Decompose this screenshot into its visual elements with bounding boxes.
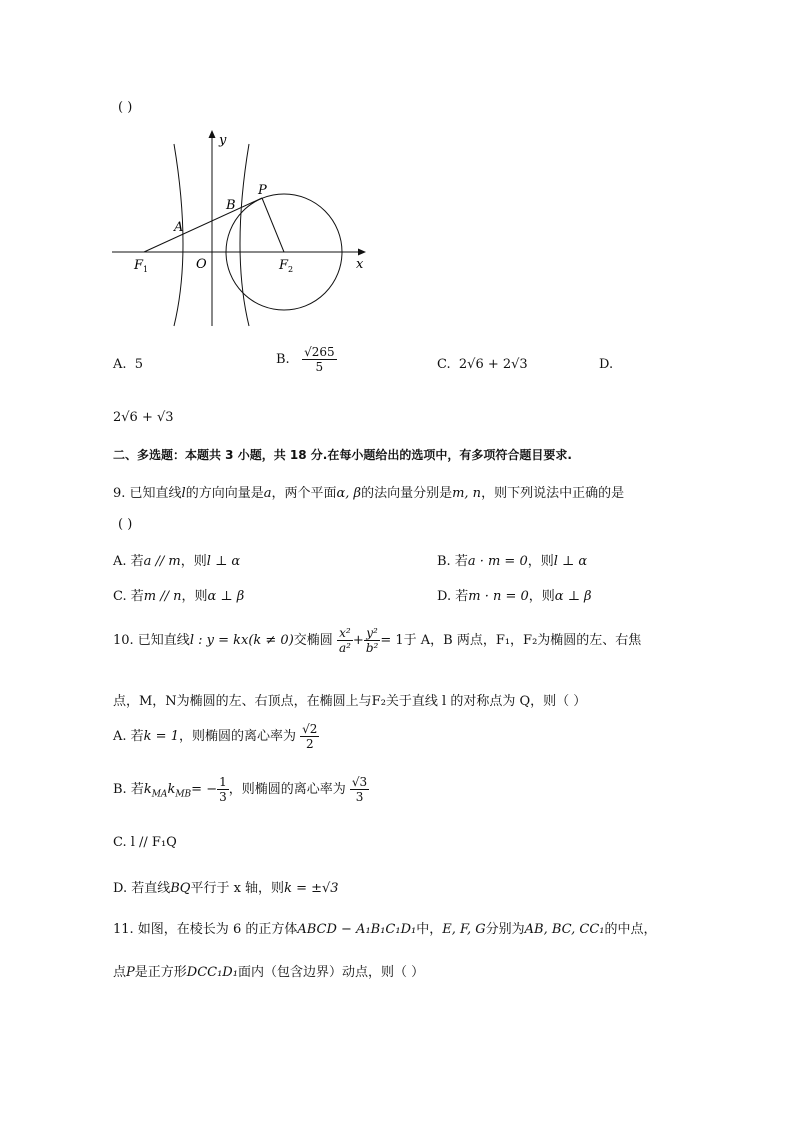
label-x: x [356,257,364,272]
section2-heading: 二、多选题：本题共 3 小题，共 18 分.在每小题给出的选项中，有多项符合题目要求. [113,448,572,462]
x-axis-arrow [358,249,366,256]
q9-stem: 9. 已知直线l的方向向量是a，两个平面α, β的法向量分别是m, n，则下列说法中正确的是 [113,486,625,501]
label-y: y [219,133,227,148]
label-f2-main: F [279,258,289,273]
label-f2 [278,258,293,274]
label-o: O [196,257,207,272]
q11-stem-line1: 11. 如图，在棱长为 6 的正方体ABCD − A₁B₁C₁D₁中，E, F, G分别为AB, BC, CC₁的中点， [113,922,657,937]
label-a: A [174,220,184,235]
hyperbola-circle-figure [108,122,378,332]
q9-option-b: B. 若a · m = 0，则l ⊥ α [437,554,588,569]
q9-option-d: D. 若m · n = 0，则α ⊥ β [437,589,592,604]
q10-option-b: B. 若$k_{MA}k_{MB}=$ − $\frac{1}{3}$ ，则椭圆的离心率为 $\frac{√3}{3}$ [113,775,368,804]
y-axis-arrow [209,130,216,138]
q8-option-b: B. $\frac{√265}{5}$ [276,345,335,374]
label-f1-sub: 1 [143,265,149,274]
label-f1 [133,258,148,274]
segment-p-f2 [262,198,284,252]
q9-option-a: A. 若a // m，则l ⊥ α [113,554,241,569]
label-f2-sub: 2 [288,265,294,274]
q8-option-c: C. 2√6 + 2√3 [437,357,528,372]
q8-option-d-label: D. [599,357,614,372]
label-p: P [258,183,267,198]
q8-option-d-value: 2√6 + √3 [113,410,174,425]
q11-stem-line2: 点P是正方形DCC₁D₁面内（包含边界）动点，则（ ） [113,965,425,980]
segment-f1-p [144,198,262,252]
q9-option-c: C. 若m // n，则α ⊥ β [113,589,245,604]
q10-option-a: A. 若k = 1，则椭圆的离心率为 $\frac{√2}{2}$ [113,722,318,751]
label-b: B [226,198,236,213]
q10-stem-line2: 点，M，N为椭圆的左、右顶点，在椭圆上与F₂关于直线 l 的对称点为 Q，则（ ） [113,694,587,709]
label-f1-main: F [134,258,144,273]
q9-paren: ( ) [118,517,133,532]
q8-option-a: A. 5 [113,357,144,372]
answer-paren: ( ) [118,100,133,115]
hyperbola-right-branch [240,144,249,326]
q10-stem-line1: 10. 已知直线l : y = kx(k ≠ 0)交椭圆 $\frac{\text{x²}}{\text{a²}}$ + $\frac{\text{y²}}{\text{b²}}$ = 1于 A，B 两点，F₁，F₂为椭圆的左、右焦 [113,626,642,655]
q10-option-d: D. 若直线BQ平行于 x 轴，则k = ±√3 [113,881,339,896]
q10-option-c: C. l // F₁Q [113,835,177,850]
